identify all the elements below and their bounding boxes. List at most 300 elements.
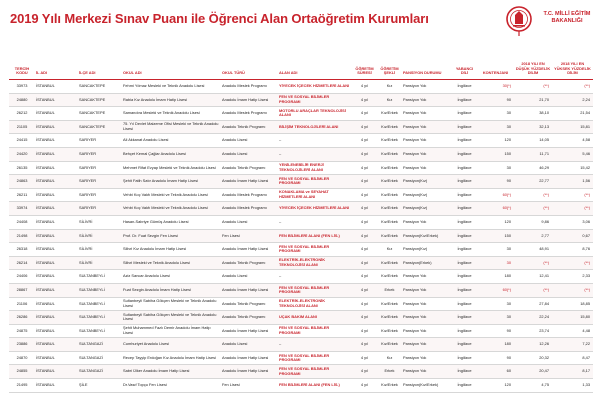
cell-pansiyon: Pansiyon Yok	[402, 215, 452, 229]
cell-dusuk: 20,47	[514, 365, 552, 379]
cell-sekil: Kız	[377, 351, 402, 365]
cell-dusuk: 38,10	[514, 107, 552, 121]
cell-dil: İngilizce	[452, 283, 477, 297]
cell-okul: Aziz Sancar Anadolu Lisesi	[122, 270, 221, 284]
cell-tercih: 24406	[9, 270, 35, 284]
cell-sekil: Kız/Erkek	[377, 107, 402, 121]
cell-kontenjan: 150	[477, 147, 514, 161]
cell-ilce: SİLİVRİ	[78, 256, 122, 270]
cell-ilce: SULTANGAZİ	[78, 365, 122, 379]
cell-ilce: SULTANBEYLİ	[78, 283, 122, 297]
cell-dusuk: 11,71	[514, 147, 552, 161]
cell-okul-turu: Anadolu Teknik Programı	[221, 256, 278, 270]
cell-tercih: 24408	[9, 215, 35, 229]
cell-okul-turu: Anadolu İmam Hatip Lisesi	[221, 351, 278, 365]
cell-dusuk: (**)	[514, 188, 552, 202]
cell-tercih: 26135	[9, 161, 35, 175]
cell-kontenjan: 30	[477, 297, 514, 311]
cell-pansiyon: Pansiyon Yok	[402, 270, 452, 284]
cell-kontenjan: 180	[477, 270, 514, 284]
cell-okul-turu: Anadolu İmam Hatip Lisesi	[221, 93, 278, 107]
cell-tercih: 24420	[9, 147, 35, 161]
cell-dil: İngilizce	[452, 270, 477, 284]
cell-yuksek: 15,42	[552, 161, 593, 175]
cell-sure: 4 yıl	[352, 175, 377, 189]
cell-okul: Sultanbeyli Sabiha Gökçen Mesleki ve Teknik Anadolu Lisesi	[122, 311, 221, 325]
cell-alan: FEN VE SOSYAL BİLİMLER PROGRAMI	[278, 175, 352, 189]
table-row	[9, 215, 593, 229]
col-sekil: ÖĞRETİM ŞEKLİ	[377, 54, 402, 80]
table-row	[9, 365, 593, 379]
cell-alan: YİYECEK İÇECEK HİZMETLERİ ALANI	[278, 80, 352, 94]
cell-dusuk: 20,32	[514, 351, 552, 365]
cell-sure: 4 yıl	[352, 311, 377, 325]
cell-kontenjan: 180	[477, 338, 514, 352]
table-header-row	[9, 54, 593, 80]
cell-il: İSTANBUL	[35, 229, 78, 243]
cell-okul: Cumhuriyet Anadolu Lisesi	[122, 338, 221, 352]
cell-okul: Silivri Kız Anadolu İmam Hatip Lisesi	[122, 243, 221, 257]
cell-sure: 4 yıl	[352, 215, 377, 229]
cell-ilce: SULTANBEYLİ	[78, 311, 122, 325]
cell-tercih: 21106	[9, 297, 35, 311]
cell-sure: 4 yıl	[352, 256, 377, 270]
cell-ilce: SARIYER	[78, 202, 122, 216]
table-row	[9, 107, 593, 121]
cell-okul-turu: Anadolu İmam Hatip Lisesi	[221, 283, 278, 297]
cell-kontenjan: 30	[477, 256, 514, 270]
cell-dil: İngilizce	[452, 256, 477, 270]
cell-kontenjan: 120	[477, 134, 514, 148]
schools-table	[9, 54, 593, 393]
cell-sure: 4 yıl	[352, 80, 377, 94]
col-kontenjan: KONTENJANI	[477, 54, 514, 80]
cell-pansiyon: Pansiyon Yok	[402, 283, 452, 297]
cell-ilce: SULTANBEYLİ	[78, 324, 122, 338]
cell-kontenjan: 30	[477, 107, 514, 121]
cell-tercih: 26214	[9, 256, 35, 270]
cell-okul: Ali Akkanat Anadolu Lisesi	[122, 134, 221, 148]
cell-alan: FEN BİLİMLERİ ALANI (FEN LİS.)	[278, 379, 352, 393]
cell-okul-turu: Anadolu Meslek Programı	[221, 80, 278, 94]
cell-pansiyon: Pansiyon Yok	[402, 311, 452, 325]
cell-dil: İngilizce	[452, 311, 477, 325]
ministry-logo	[504, 4, 594, 38]
cell-alan: FEN VE SOSYAL BİLİMLER PROGRAMI	[278, 351, 352, 365]
cell-dil: İngilizce	[452, 161, 477, 175]
cell-ilce: SARIYER	[78, 134, 122, 148]
cell-ilce: SİLİVRİ	[78, 243, 122, 257]
cell-okul: Sultanbeyli Sabiha Gökçen Mesleki ve Teknik Anadolu Lisesi	[122, 297, 221, 311]
cell-kontenjan: 120	[477, 215, 514, 229]
cell-pansiyon: Pansiyon Yok	[402, 324, 452, 338]
cell-okul-turu: Anadolu İmam Hatip Lisesi	[221, 365, 278, 379]
cell-okul: Samandıra Mesleki ve Teknik Anadolu Lisesi	[122, 107, 221, 121]
cell-yuksek: 4,48	[552, 324, 593, 338]
cell-alan: ELEKTRİK-ELEKTRONİK TEKNOLOJİSİ ALANI	[278, 256, 352, 270]
col-pansiyon: PANSİYON DURUMU	[402, 54, 452, 80]
cell-dil: İngilizce	[452, 147, 477, 161]
cell-alan: –	[278, 147, 352, 161]
cell-pansiyon: Pansiyon Yok	[402, 338, 452, 352]
cell-sekil: Kız/Erkek	[377, 297, 402, 311]
cell-pansiyon: Pansiyon Yok	[402, 80, 452, 94]
cell-dusuk: 12,26	[514, 338, 552, 352]
cell-yuksek: 8,17	[552, 365, 593, 379]
cell-il: İSTANBUL	[35, 338, 78, 352]
cell-dusuk: 46,29	[514, 161, 552, 175]
cell-okul: Prof. Dr. Fuat Sezgin Fen Lisesi	[122, 229, 221, 243]
cell-sekil: Kız/Erkek	[377, 202, 402, 216]
cell-pansiyon: Pansiyon Yok	[402, 351, 452, 365]
cell-sekil: Erkek	[377, 365, 402, 379]
cell-alan: –	[278, 215, 352, 229]
cell-sekil: Kız/Erkek	[377, 229, 402, 243]
cell-il: İSTANBUL	[35, 324, 78, 338]
cell-alan: MOTORLU ARAÇLAR TEKNOLOJİSİ ALANI	[278, 107, 352, 121]
cell-tercih: 24855	[9, 365, 35, 379]
cell-yuksek: (**)	[552, 80, 593, 94]
cell-dil: İngilizce	[452, 365, 477, 379]
cell-tercih: 24880	[9, 93, 35, 107]
cell-kontenjan: 30	[477, 243, 514, 257]
cell-tercih: 28867	[9, 283, 35, 297]
table-row	[9, 134, 593, 148]
cell-okul-turu: Anadolu Lisesi	[221, 270, 278, 284]
page-header	[0, 0, 600, 42]
cell-il: İSTANBUL	[35, 202, 78, 216]
cell-yuksek: (**)	[552, 283, 593, 297]
table-row	[9, 256, 593, 270]
cell-ilce: SANCAKTEPE	[78, 120, 122, 134]
cell-sure: 4 yıl	[352, 283, 377, 297]
cell-dusuk: (**)	[514, 256, 552, 270]
cell-sekil: Kız/Erkek	[377, 270, 402, 284]
cell-kontenjan: 60	[477, 365, 514, 379]
col-yuksek: 2018 YILI EN YÜKSEK YÜZDELİK DİLİM	[552, 54, 593, 80]
table-row	[9, 202, 593, 216]
cell-sure: 4 yıl	[352, 147, 377, 161]
cell-okul: Sabri Ülker Anadolu İmam Hatip Lisesi	[122, 365, 221, 379]
cell-sekil: Erkek	[377, 283, 402, 297]
cell-ilce: ŞİLE	[78, 379, 122, 393]
cell-sure: 4 yıl	[352, 243, 377, 257]
table-row	[9, 229, 593, 243]
cell-pansiyon: Pansiyon Yok	[402, 93, 452, 107]
cell-pansiyon: Pansiyon Yok	[402, 297, 452, 311]
cell-kontenjan: 60(*)	[477, 188, 514, 202]
cell-dil: İngilizce	[452, 107, 477, 121]
cell-alan: KONAKLAMA ve SEYAHAT HİZMETLERİ ALANI	[278, 188, 352, 202]
cell-ilce: SULTANBEYLİ	[78, 270, 122, 284]
cell-alan: –	[278, 134, 352, 148]
cell-dusuk: 22,24	[514, 311, 552, 325]
cell-tercih: 23886	[9, 338, 35, 352]
cell-pansiyon: Pansiyon(Kız)	[402, 202, 452, 216]
cell-il: İSTANBUL	[35, 107, 78, 121]
cell-sure: 4 yıl	[352, 188, 377, 202]
table-row	[9, 283, 593, 297]
cell-sure: 4 yıl	[352, 93, 377, 107]
cell-tercih: 21495	[9, 379, 35, 393]
col-alan: ALAN ADI	[278, 54, 352, 80]
cell-okul: Rabia Kız Anadolu İmam Hatip Lisesi	[122, 93, 221, 107]
cell-sure: 4 yıl	[352, 365, 377, 379]
cell-okul-turu: Anadolu İmam Hatip Lisesi	[221, 175, 278, 189]
cell-dil: İngilizce	[452, 202, 477, 216]
cell-alan: FEN VE SOSYAL BİLİMLER PROGRAMI	[278, 324, 352, 338]
cell-pansiyon: Pansiyon(Kız/Erkek)	[402, 379, 452, 393]
cell-yuksek: 8,76	[552, 243, 593, 257]
cell-pansiyon: Pansiyon Yok	[402, 147, 452, 161]
cell-okul: Vehbi Koç Vakfı Mesleki ve Teknik Anadolu Lisesi	[122, 202, 221, 216]
cell-okul: Fehmi Yılmaz Mesleki ve Teknik Anadolu Lisesi	[122, 80, 221, 94]
cell-sekil: Kız/Erkek	[377, 215, 402, 229]
cell-tercih: 26318	[9, 243, 35, 257]
cell-il: İSTANBUL	[35, 215, 78, 229]
table-row	[9, 161, 593, 175]
cell-alan: YİYECEK İÇECEK HİZMETLERİ ALANI	[278, 202, 352, 216]
cell-dil: İngilizce	[452, 215, 477, 229]
cell-okul-turu: Anadolu İmam Hatip Lisesi	[221, 324, 278, 338]
cell-yuksek: 1,56	[552, 175, 593, 189]
cell-sure: 4 yıl	[352, 351, 377, 365]
cell-kontenjan: 60(*)	[477, 283, 514, 297]
cell-dil: İngilizce	[452, 324, 477, 338]
cell-sekil: Kız/Erkek	[377, 338, 402, 352]
cell-sekil: Kız/Erkek	[377, 175, 402, 189]
cell-ilce: SİLİVRİ	[78, 215, 122, 229]
table-row	[9, 80, 593, 94]
col-dusuk: 2018 YILI EN DÜŞÜK YÜZDELİK DİLİM	[514, 54, 552, 80]
cell-tercih: 24863	[9, 175, 35, 189]
cell-dusuk: (**)	[514, 80, 552, 94]
cell-dil: İngilizce	[452, 243, 477, 257]
cell-kontenjan: 30(*)	[477, 80, 514, 94]
cell-okul: Behçet Kemal Çağlar Anadolu Lisesi	[122, 147, 221, 161]
cell-sekil: Kız/Erkek	[377, 256, 402, 270]
cell-tercih: 33974	[9, 202, 35, 216]
cell-sure: 4 yıl	[352, 229, 377, 243]
cell-kontenjan: 150	[477, 229, 514, 243]
cell-ilce: SARIYER	[78, 147, 122, 161]
cell-pansiyon: Pansiyon Yok	[402, 120, 452, 134]
cell-pansiyon: Pansiyon(Kız/Erkek)	[402, 229, 452, 243]
cell-sure: 4 yıl	[352, 379, 377, 393]
table-row	[9, 175, 593, 189]
cell-okul: Hasan-Sabriye Gümüş Anadolu Lisesi	[122, 215, 221, 229]
cell-dusuk: 4,75	[514, 379, 552, 393]
cell-sekil: Kız/Erkek	[377, 311, 402, 325]
cell-yuksek: 2,33	[552, 270, 593, 284]
cell-yuksek: 18,85	[552, 297, 593, 311]
cell-yuksek: 15,80	[552, 311, 593, 325]
cell-dil: İngilizce	[452, 134, 477, 148]
cell-ilce: SANCAKTEPE	[78, 107, 122, 121]
cell-yuksek: (**)	[552, 256, 593, 270]
cell-dil: İngilizce	[452, 351, 477, 365]
cell-alan: FEN VE SOSYAL BİLİMLER PROGRAMI	[278, 283, 352, 297]
cell-alan: FEN BİLİMLERİ ALANI (FEN LİS.)	[278, 229, 352, 243]
cell-sekil: Kız	[377, 93, 402, 107]
cell-dil: İngilizce	[452, 297, 477, 311]
cell-dusuk: 14,05	[514, 134, 552, 148]
cell-okul-turu: Anadolu Meslek Programı	[221, 107, 278, 121]
col-okul-turu: OKUL TÜRÜ	[221, 54, 278, 80]
cell-sekil: Kız/Erkek	[377, 147, 402, 161]
cell-sure: 4 yıl	[352, 297, 377, 311]
cell-sure: 4 yıl	[352, 107, 377, 121]
cell-dusuk: 9,86	[514, 215, 552, 229]
cell-il: İSTANBUL	[35, 270, 78, 284]
table-row	[9, 379, 593, 393]
cell-tercih: 26286	[9, 311, 35, 325]
cell-alan: YENİLENEBİLİR ENERJİ TEKNOLOJİLERİ ALANI	[278, 161, 352, 175]
cell-dusuk: 27,84	[514, 297, 552, 311]
cell-sure: 4 yıl	[352, 202, 377, 216]
cell-dusuk: 32,13	[514, 120, 552, 134]
cell-il: İSTANBUL	[35, 297, 78, 311]
cell-yuksek: 8,47	[552, 351, 593, 365]
cell-pansiyon: Pansiyon Yok	[402, 107, 452, 121]
cell-dusuk: 48,91	[514, 243, 552, 257]
cell-dil: İngilizce	[452, 120, 477, 134]
cell-pansiyon: Pansiyon(Kız)	[402, 188, 452, 202]
cell-yuksek: 21,54	[552, 107, 593, 121]
cell-il: İSTANBUL	[35, 80, 78, 94]
cell-tercih: 26212	[9, 107, 35, 121]
cell-okul-turu: Anadolu Teknik Programı	[221, 120, 278, 134]
cell-alan: FEN VE SOSYAL BİLİMLER PROGRAMI	[278, 365, 352, 379]
cell-sure: 4 yıl	[352, 324, 377, 338]
cell-okul-turu: Anadolu Lisesi	[221, 147, 278, 161]
cell-yuksek: 4,58	[552, 134, 593, 148]
cell-dusuk: 12,41	[514, 270, 552, 284]
cell-okul-turu: Anadolu Teknik Programı	[221, 311, 278, 325]
cell-dil: İngilizce	[452, 80, 477, 94]
cell-sure: 4 yıl	[352, 134, 377, 148]
cell-okul-turu: Anadolu Meslek Programı	[221, 188, 278, 202]
cell-dusuk: 21,70	[514, 93, 552, 107]
cell-alan: FEN VE SOSYAL BİLİMLER PROGRAMI	[278, 243, 352, 257]
cell-il: İSTANBUL	[35, 379, 78, 393]
cell-sure: 4 yıl	[352, 161, 377, 175]
cell-okul-turu: Anadolu Lisesi	[221, 134, 278, 148]
cell-okul: Şehit Muhammed Fazlı Demir Anadolu İmam Hatip Lisesi	[122, 324, 221, 338]
cell-yuksek: (**)	[552, 202, 593, 216]
cell-okul: Mehmet Rifat Evyap Mesleki ve Teknik Anadolu Lisesi	[122, 161, 221, 175]
cell-dusuk: 2,77	[514, 229, 552, 243]
cell-kontenjan: 90	[477, 324, 514, 338]
cell-okul: Şehit Fatih Satır Anadolu İmam Hatip Lisesi	[122, 175, 221, 189]
cell-yuksek: 2,24	[552, 93, 593, 107]
cell-alan: UÇAK BAKIM ALANI	[278, 311, 352, 325]
cell-il: İSTANBUL	[35, 147, 78, 161]
cell-kontenjan: 30	[477, 161, 514, 175]
cell-tercih: 24875	[9, 324, 35, 338]
cell-il: İSTANBUL	[35, 93, 78, 107]
cell-dil: İngilizce	[452, 93, 477, 107]
cell-tercih: 26211	[9, 188, 35, 202]
cell-pansiyon: Pansiyon Yok	[402, 365, 452, 379]
cell-sekil: Kız/Erkek	[377, 161, 402, 175]
cell-sekil: Kız	[377, 243, 402, 257]
cell-dil: İngilizce	[452, 188, 477, 202]
cell-il: İSTANBUL	[35, 134, 78, 148]
cell-sure: 4 yıl	[352, 120, 377, 134]
table-row	[9, 120, 593, 134]
cell-dil: İngilizce	[452, 229, 477, 243]
cell-sekil: Kız/Erkek	[377, 188, 402, 202]
cell-okul: 75. Yıl Devlet Malzeme Ofisi Mesleki ve Teknik Anadolu Lisesi	[122, 120, 221, 134]
cell-okul: Fuat Sezgin Anadolu İmam Hatip Lisesi	[122, 283, 221, 297]
cell-okul-turu: Anadolu İmam Hatip Lisesi	[221, 243, 278, 257]
cell-ilce: SULTANGAZİ	[78, 338, 122, 352]
table-row	[9, 338, 593, 352]
ministry-emblem-icon	[504, 4, 534, 38]
cell-il: İSTANBUL	[35, 175, 78, 189]
cell-ilce: SARIYER	[78, 161, 122, 175]
cell-okul: Dr.Vasıf Topçu Fen Lisesi	[122, 379, 221, 393]
cell-il: İSTANBUL	[35, 161, 78, 175]
table-row	[9, 243, 593, 257]
page-title: 2019 Yılı Merkezi Sınav Puanı ile Öğrenci Alan Ortaöğretim Kurumları	[10, 11, 429, 26]
cell-kontenjan: 120	[477, 379, 514, 393]
cell-dusuk: (**)	[514, 283, 552, 297]
cell-kontenjan: 30	[477, 120, 514, 134]
cell-tercih: 24415	[9, 134, 35, 148]
cell-il: İSTANBUL	[35, 311, 78, 325]
cell-okul-turu: Anadolu Meslek Programı	[221, 202, 278, 216]
table-row	[9, 188, 593, 202]
cell-pansiyon: Pansiyon Yok	[402, 161, 452, 175]
cell-okul-turu: Anadolu Lisesi	[221, 338, 278, 352]
cell-sure: 4 yıl	[352, 338, 377, 352]
cell-yuksek: 7,22	[552, 338, 593, 352]
table-row	[9, 311, 593, 325]
cell-il: İSTANBUL	[35, 256, 78, 270]
cell-ilce: SARIYER	[78, 175, 122, 189]
cell-okul-turu: Anadolu Teknik Programı	[221, 297, 278, 311]
cell-okul-turu: Fen Lisesi	[221, 379, 278, 393]
cell-kontenjan: 90	[477, 351, 514, 365]
col-sure: ÖĞRETİM SÜRESİ	[352, 54, 377, 80]
cell-okul-turu: Anadolu Lisesi	[221, 215, 278, 229]
cell-dusuk: (**)	[514, 202, 552, 216]
table-row	[9, 324, 593, 338]
cell-sekil: Kız/Erkek	[377, 120, 402, 134]
cell-pansiyon: Pansiyon Yok	[402, 134, 452, 148]
cell-ilce: SULTANGAZİ	[78, 351, 122, 365]
cell-tercih: 33973	[9, 80, 35, 94]
cell-dusuk: 22,77	[514, 175, 552, 189]
cell-kontenjan: 90	[477, 93, 514, 107]
cell-yuksek: (**)	[552, 188, 593, 202]
cell-sure: 4 yıl	[352, 270, 377, 284]
col-tercih: TERCİH KODU	[9, 54, 35, 80]
ministry-name-line1: T.C. MİLLİ EĞİTİM	[543, 11, 591, 17]
cell-il: İSTANBUL	[35, 120, 78, 134]
cell-tercih: 21498	[9, 229, 35, 243]
cell-ilce: SANCAKTEPE	[78, 80, 122, 94]
cell-okul: Recep Tayyip Erdoğan Kız Anadolu İmam Hatip Lisesi	[122, 351, 221, 365]
cell-pansiyon: Pansiyon(Erkek)	[402, 256, 452, 270]
cell-ilce: SULTANBEYLİ	[78, 297, 122, 311]
cell-yuksek: 5,46	[552, 147, 593, 161]
cell-il: İSTANBUL	[35, 283, 78, 297]
table-row	[9, 147, 593, 161]
cell-sekil: Kız/Erkek	[377, 134, 402, 148]
